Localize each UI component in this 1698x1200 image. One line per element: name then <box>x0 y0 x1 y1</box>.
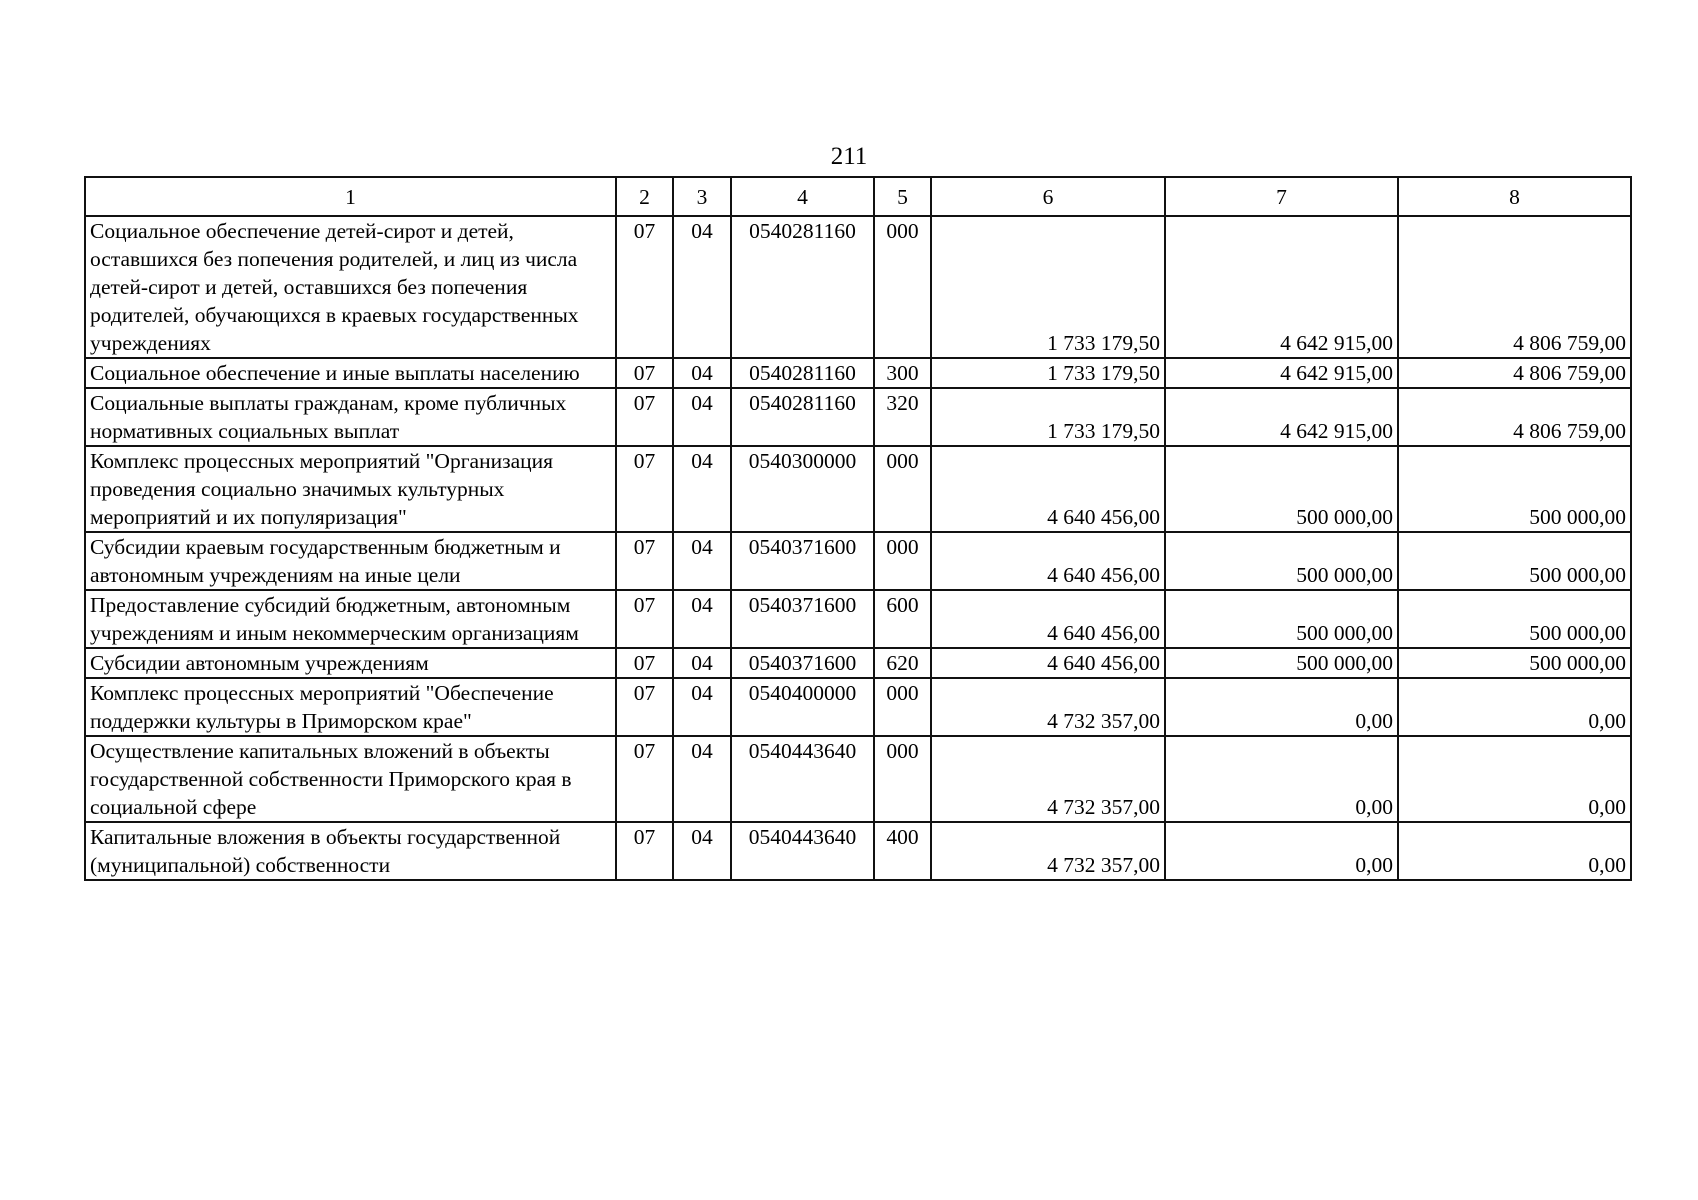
subsection-code-cell: 04 <box>673 216 731 358</box>
amount-col8-cell: 500 000,00 <box>1398 590 1631 648</box>
section-code-cell: 07 <box>616 216 673 358</box>
section-code-cell: 07 <box>616 388 673 446</box>
amount-col8-cell: 0,00 <box>1398 678 1631 736</box>
target-article-cell: 0540281160 <box>731 388 874 446</box>
subsection-code-cell: 04 <box>673 358 731 388</box>
row-name-cell: Капитальные вложения в объекты государственной (муниципальной) собственности <box>85 822 616 880</box>
row-name-cell: Социальное обеспечение детей-сирот и детей, оставшихся без попечения родителей, и лиц из числа детей-сирот и детей, оставшихся без попечения родителей, обучающихся в краевых государственных учреждениях <box>85 216 616 358</box>
amount-col8-cell: 500 000,00 <box>1398 446 1631 532</box>
row-name-cell: Субсидии автономным учреждениям <box>85 648 616 678</box>
expense-type-cell: 320 <box>874 388 931 446</box>
expense-type-cell: 000 <box>874 736 931 822</box>
amount-col8-cell: 500 000,00 <box>1398 648 1631 678</box>
table-row <box>85 216 1631 358</box>
amount-col8-cell: 4 806 759,00 <box>1398 388 1631 446</box>
subsection-code-cell: 04 <box>673 590 731 648</box>
section-code-cell: 07 <box>616 736 673 822</box>
amount-col8-cell: 0,00 <box>1398 736 1631 822</box>
amount-col8-cell: 0,00 <box>1398 822 1631 880</box>
header-cell-3: 3 <box>673 177 731 216</box>
amount-col7-cell: 0,00 <box>1165 736 1398 822</box>
amount-col7-cell: 500 000,00 <box>1165 648 1398 678</box>
header-cell-2: 2 <box>616 177 673 216</box>
page-number: 211 <box>830 143 868 170</box>
section-code-cell: 07 <box>616 822 673 880</box>
amount-col7-cell: 500 000,00 <box>1165 590 1398 648</box>
row-name-cell: Социальные выплаты гражданам, кроме публичных нормативных социальных выплат <box>85 388 616 446</box>
amount-col7-cell: 4 642 915,00 <box>1165 216 1398 358</box>
subsection-code-cell: 04 <box>673 678 731 736</box>
target-article-cell: 0540400000 <box>731 678 874 736</box>
row-name-cell: Предоставление субсидий бюджетным, автономным учреждениям и иным некоммерческим организациям <box>85 590 616 648</box>
target-article-cell: 0540443640 <box>731 736 874 822</box>
header-cell-6: 6 <box>931 177 1165 216</box>
header-cell-4: 4 <box>731 177 874 216</box>
amount-col6-cell: 1 733 179,50 <box>931 216 1165 358</box>
table-row <box>85 648 1631 678</box>
target-article-cell: 0540300000 <box>731 446 874 532</box>
target-article-cell: 0540281160 <box>731 358 874 388</box>
expense-type-cell: 000 <box>874 678 931 736</box>
header-cell-1: 1 <box>85 177 616 216</box>
target-article-cell: 0540371600 <box>731 590 874 648</box>
expense-type-cell: 400 <box>874 822 931 880</box>
table-header-row <box>85 177 1631 216</box>
amount-col6-cell: 1 733 179,50 <box>931 388 1165 446</box>
target-article-cell: 0540371600 <box>731 648 874 678</box>
expense-type-cell: 000 <box>874 446 931 532</box>
header-cell-5: 5 <box>874 177 931 216</box>
section-code-cell: 07 <box>616 678 673 736</box>
section-code-cell: 07 <box>616 648 673 678</box>
row-name-cell: Субсидии краевым государственным бюджетным и автономным учреждениям на иные цели <box>85 532 616 590</box>
amount-col6-cell: 4 640 456,00 <box>931 532 1165 590</box>
section-code-cell: 07 <box>616 532 673 590</box>
amount-col6-cell: 4 732 357,00 <box>931 678 1165 736</box>
table-row <box>85 358 1631 388</box>
row-name-cell: Комплекс процессных мероприятий "Организация проведения социально значимых культурных мероприятий и их популяризация" <box>85 446 616 532</box>
expense-type-cell: 300 <box>874 358 931 388</box>
target-article-cell: 0540371600 <box>731 532 874 590</box>
expense-type-cell: 000 <box>874 216 931 358</box>
target-article-cell: 0540443640 <box>731 822 874 880</box>
amount-col6-cell: 4 640 456,00 <box>931 648 1165 678</box>
amount-col6-cell: 1 733 179,50 <box>931 358 1165 388</box>
table-row <box>85 590 1631 648</box>
amount-col6-cell: 4 732 357,00 <box>931 736 1165 822</box>
row-name-cell: Социальное обеспечение и иные выплаты населению <box>85 358 616 388</box>
subsection-code-cell: 04 <box>673 446 731 532</box>
subsection-code-cell: 04 <box>673 822 731 880</box>
table-row <box>85 736 1631 822</box>
amount-col7-cell: 500 000,00 <box>1165 446 1398 532</box>
amount-col7-cell: 0,00 <box>1165 822 1398 880</box>
subsection-code-cell: 04 <box>673 736 731 822</box>
header-cell-7: 7 <box>1165 177 1398 216</box>
row-name-cell: Осуществление капитальных вложений в объекты государственной собственности Приморского края в социальной сфере <box>85 736 616 822</box>
amount-col8-cell: 4 806 759,00 <box>1398 358 1631 388</box>
amount-col7-cell: 4 642 915,00 <box>1165 358 1398 388</box>
row-name-cell: Комплекс процессных мероприятий "Обеспечение поддержки культуры в Приморском крае" <box>85 678 616 736</box>
header-cell-8: 8 <box>1398 177 1631 216</box>
table-row <box>85 446 1631 532</box>
table-row <box>85 822 1631 880</box>
amount-col8-cell: 500 000,00 <box>1398 532 1631 590</box>
table-row <box>85 678 1631 736</box>
section-code-cell: 07 <box>616 358 673 388</box>
budget-table <box>84 176 1632 881</box>
amount-col6-cell: 4 640 456,00 <box>931 590 1165 648</box>
expense-type-cell: 000 <box>874 532 931 590</box>
target-article-cell: 0540281160 <box>731 216 874 358</box>
section-code-cell: 07 <box>616 446 673 532</box>
expense-type-cell: 620 <box>874 648 931 678</box>
amount-col8-cell: 4 806 759,00 <box>1398 216 1631 358</box>
table-row <box>85 388 1631 446</box>
amount-col6-cell: 4 640 456,00 <box>931 446 1165 532</box>
amount-col6-cell: 4 732 357,00 <box>931 822 1165 880</box>
subsection-code-cell: 04 <box>673 532 731 590</box>
section-code-cell: 07 <box>616 590 673 648</box>
expense-type-cell: 600 <box>874 590 931 648</box>
amount-col7-cell: 0,00 <box>1165 678 1398 736</box>
table-row <box>85 532 1631 590</box>
subsection-code-cell: 04 <box>673 648 731 678</box>
amount-col7-cell: 500 000,00 <box>1165 532 1398 590</box>
amount-col7-cell: 4 642 915,00 <box>1165 388 1398 446</box>
subsection-code-cell: 04 <box>673 388 731 446</box>
